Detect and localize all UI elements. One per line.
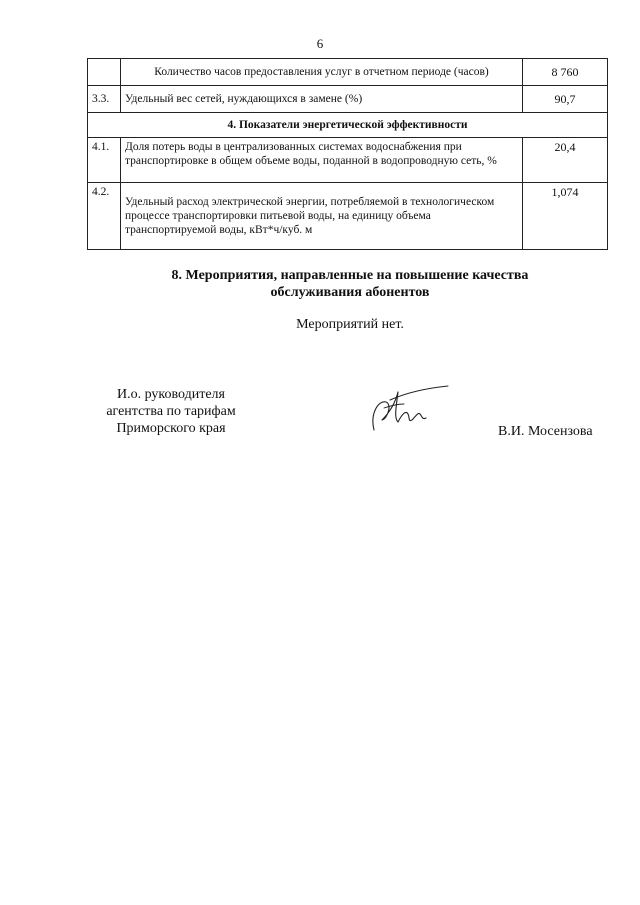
signer-position-line: И.о. руководителя (116, 387, 225, 402)
table-row (88, 59, 608, 86)
table-section-row (88, 113, 608, 138)
row-value: 1,074 (523, 183, 608, 250)
row-description: Удельный расход электрической энергии, потребляемой в технологическом процессе транспортировки питьевой воды, на единицу объема транспортируемой воды, кВт*ч/куб. м (121, 183, 523, 250)
section-title: 4. Показатели энергетической эффективности (88, 113, 608, 138)
handwritten-signature (368, 378, 452, 438)
table-row (88, 138, 608, 183)
section-heading-line: 8. Мероприятия, направленные на повышение качества (171, 268, 529, 283)
table-row (88, 86, 608, 113)
table-row (88, 183, 608, 250)
page-number: 6 (316, 36, 324, 51)
row-description: Доля потерь воды в централизованных системах водоснабжения при транспортировке в общем объеме воды, поданной в водопроводную сеть, % (121, 138, 523, 183)
row-number: 3.3. (88, 86, 121, 113)
signer-name: В.И. Мосензова (498, 424, 593, 439)
row-value: 8 760 (523, 59, 608, 86)
signer-position-line: агентства по тарифам (106, 404, 236, 419)
section-heading-line: обслуживания абонентов (270, 285, 430, 300)
section-heading (0, 267, 640, 301)
row-value: 20,4 (523, 138, 608, 183)
signer-position-line: Приморского края (116, 421, 226, 436)
row-description: Удельный вес сетей, нуждающихся в замене (%) (121, 86, 523, 113)
row-description: Количество часов предоставления услуг в отчетном периоде (часов) (121, 59, 523, 86)
section-body: Мероприятий нет. (296, 317, 404, 332)
signer-position (76, 386, 266, 437)
indicators-table (87, 58, 608, 250)
row-number (88, 59, 121, 86)
row-value: 90,7 (523, 86, 608, 113)
row-number: 4.1. (88, 138, 121, 183)
row-number: 4.2. (88, 183, 121, 250)
